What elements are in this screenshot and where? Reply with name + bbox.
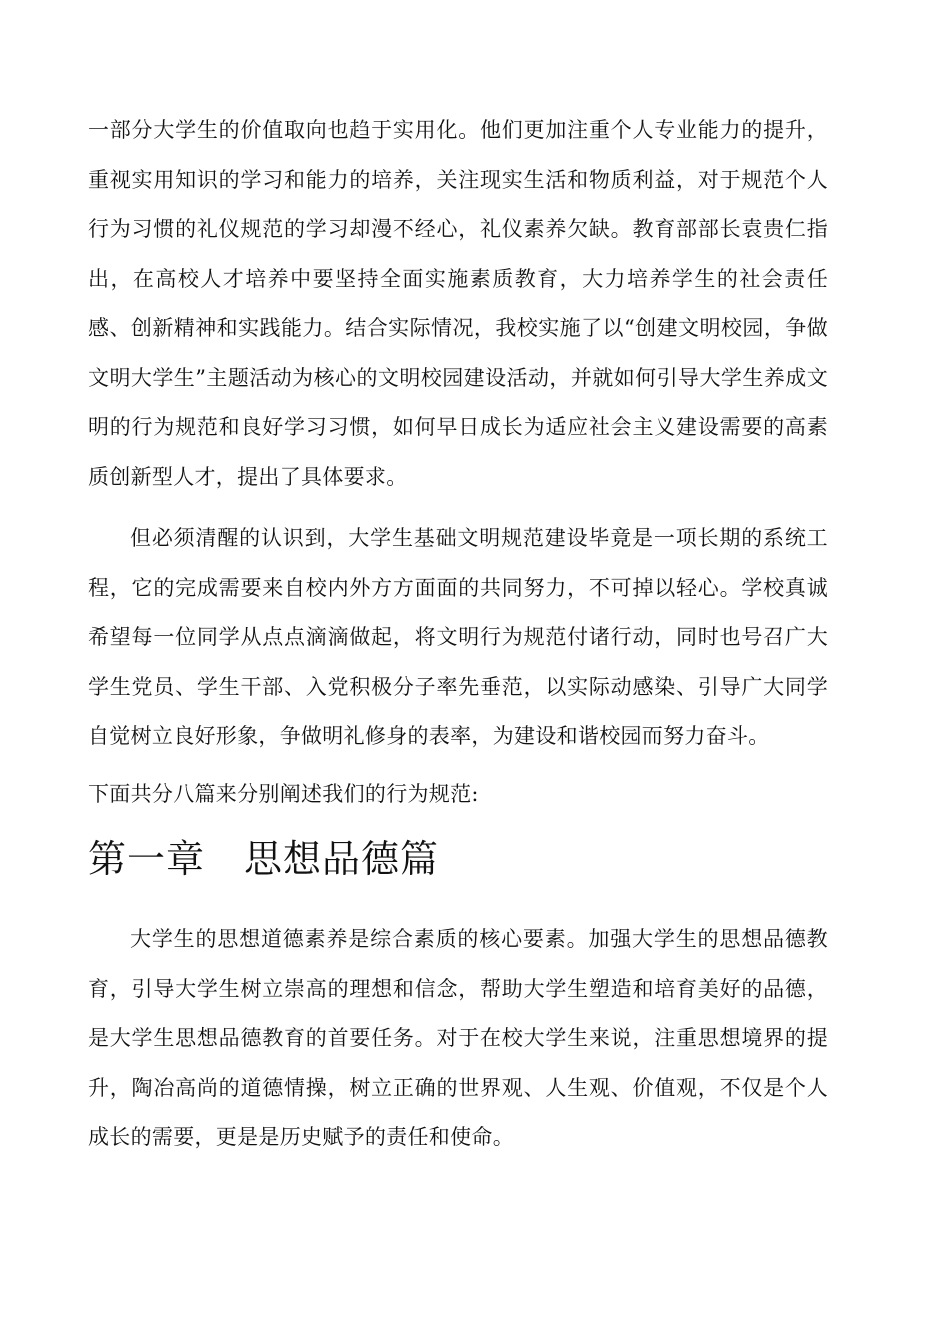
document-body [88, 106, 828, 1163]
body-paragraph-1: 一部分大学生的价值取向也趋于实用化。他们更加注重个人专业能力的提升，重视实用知识的学习和能力的培养，关注现实生活和物质利益，对于规范个人行为习惯的礼仪规范的学习却漫不经心，礼仪素养欠缺。教育部部长袁贵仁指出，在高校人才培养中要坚持全面实施素质教育，大力培养学生的社会责任感、创新精神和实践能力。结合实际情况，我校实施了以“创建文明校园，争做文明大学生”主题活动为核心的文明校园建设活动，并就如何引导大学生养成文明的行为规范和良好学习习惯，如何早日成长为适应社会主义建设需要的高素质创新型人才，提出了具体要求。 [88, 118, 828, 489]
lead-line: 下面共分八篇来分别阐述我们的行为规范: [88, 781, 479, 806]
chapter-paragraph: 大学生的思想道德素养是综合素质的核心要素。加强大学生的思想品德教育，引导大学生树立崇高的理想和信念，帮助大学生塑造和培育美好的品德，是大学生思想品德教育的首要任务。对于在校大学生来说，注重思想境界的提升，陶冶高尚的道德情操，树立正确的世界观、人生观、价值观，不仅是个人成长的需要，更是是历史赋予的责任和使命。 [88, 927, 828, 1149]
chapter-heading: 第一章 思想品德篇 [88, 837, 440, 881]
body-paragraph-2: 但必须清醒的认识到，大学生基础文明规范建设毕竟是一项长期的系统工程，它的完成需要来自校内外方方面面的共同努力，不可掉以轻心。学校真诚希望每一位同学从点点滴滴做起，将文明行为规范付诸行动，同时也号召广大学生党员、学生干部、入党积极分子率先垂范，以实际动感染、引导广大同学自觉树立良好形象，争做明礼修身的表率，为建设和谐校园而努力奋斗。 [88, 526, 828, 748]
